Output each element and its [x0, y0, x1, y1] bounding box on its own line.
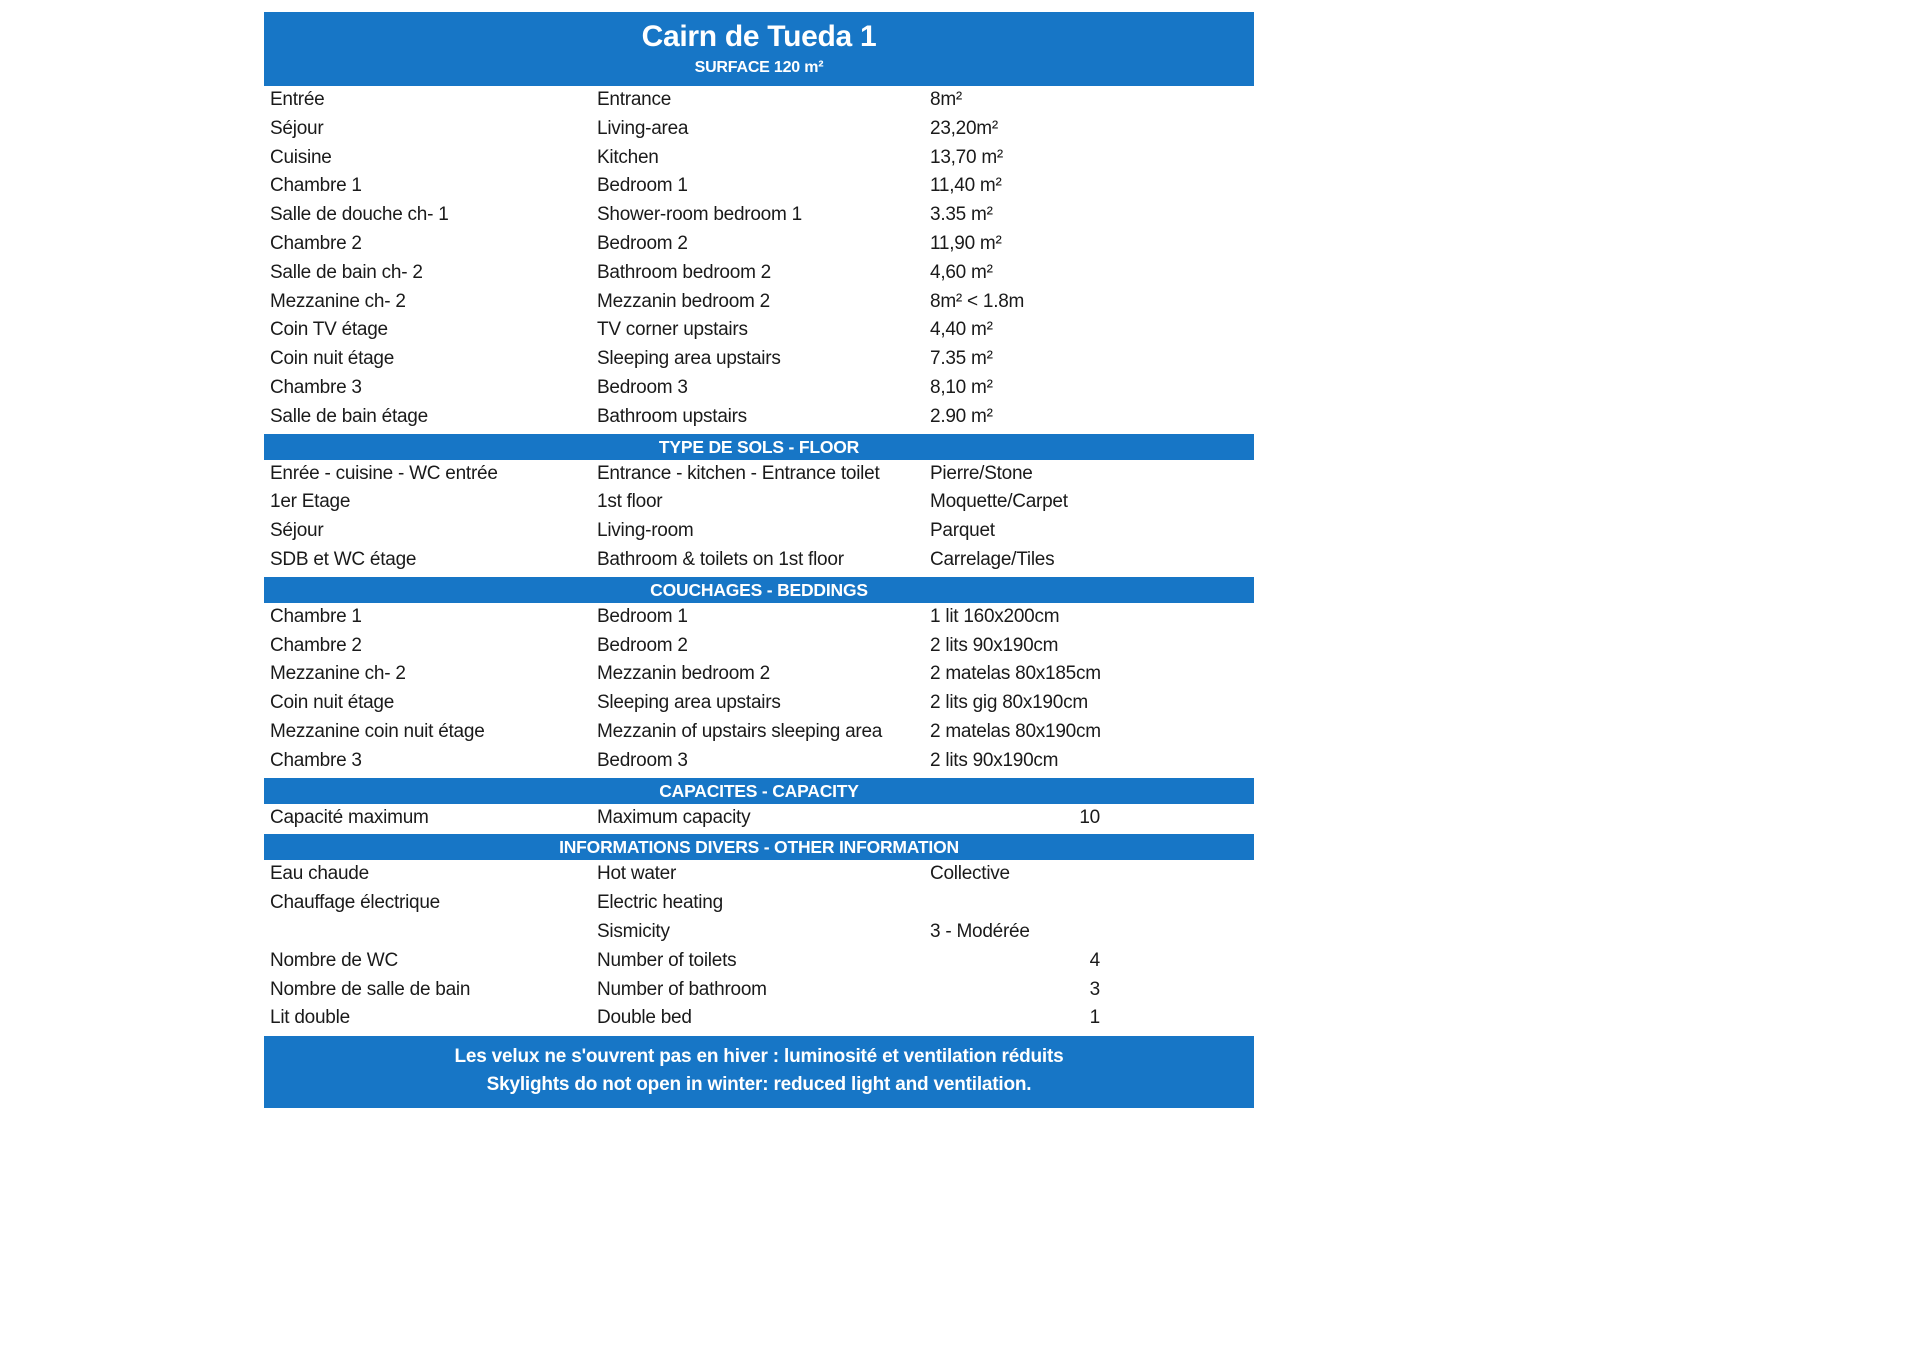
table-row [264, 603, 1254, 632]
cell-value: 2.90 m² [930, 405, 993, 427]
cell-french-label: Coin nuit étage [270, 348, 395, 370]
table-row [264, 918, 1254, 947]
cell-number: 1 [1089, 1007, 1100, 1029]
cell-french-label: Cuisine [270, 146, 332, 168]
section-header-other-information: INFORMATIONS DIVERS - OTHER INFORMATION [264, 834, 1254, 860]
cell-french-label: Chambre 2 [270, 634, 362, 656]
cell-french-label: Séjour [270, 520, 324, 542]
cell-value: 8m² < 1.8m [930, 290, 1025, 312]
cell-number: 4 [1089, 949, 1100, 971]
cell-english-label: Sleeping area upstairs [597, 348, 781, 370]
table-row [264, 288, 1254, 317]
cell-value: 2 matelas 80x190cm [930, 720, 1101, 742]
cell-english-label: Number of toilets [597, 949, 737, 971]
table-row [264, 172, 1254, 201]
footer-note-line-english: Skylights do not open in winter: reduced light and ventilation. [486, 1074, 1032, 1096]
section-header-beddings: COUCHAGES - BEDDINGS [264, 577, 1254, 603]
cell-english-label: Maximum capacity [597, 806, 751, 828]
section-header-floor: TYPE DE SOLS - FLOOR [264, 434, 1254, 460]
cell-value: 4,60 m² [930, 261, 993, 283]
cell-english-label: Number of bathroom [597, 978, 767, 1000]
cell-value: 2 lits 90x190cm [930, 634, 1059, 656]
table-row [264, 460, 1254, 489]
table-row [264, 689, 1254, 718]
cell-value: 2 matelas 80x185cm [930, 663, 1101, 685]
cell-value: 1 lit 160x200cm [930, 605, 1060, 627]
cell-number: 3 [1089, 978, 1100, 1000]
section-header-capacity: CAPACITES - CAPACITY [264, 778, 1254, 804]
table-row [264, 488, 1254, 517]
cell-french-label: Mezzanine coin nuit étage [270, 720, 485, 742]
property-info-sheet [264, 12, 1254, 1108]
cell-french-label: Nombre de WC [270, 949, 398, 971]
table-row [264, 259, 1254, 288]
cell-french-label: SDB et WC étage [270, 548, 417, 570]
table-row [264, 804, 1254, 833]
table-row [264, 976, 1254, 1005]
cell-french-label: Mezzanine ch- 2 [270, 290, 406, 312]
table-row [264, 86, 1254, 115]
cell-french-label: Chambre 1 [270, 175, 362, 197]
cell-value: 23,20m² [930, 117, 998, 139]
table-row [264, 947, 1254, 976]
cell-french-label: Chambre 1 [270, 605, 362, 627]
cell-french-label: Coin TV étage [270, 319, 388, 341]
cell-value: 2 lits gig 80x190cm [930, 692, 1088, 714]
cell-english-label: Double bed [597, 1007, 692, 1029]
cell-english-label: Bedroom 2 [597, 232, 688, 254]
cell-value: 7.35 m² [930, 348, 993, 370]
cell-value: 3 - Modérée [930, 920, 1030, 942]
cell-french-label: Chambre 3 [270, 749, 362, 771]
cell-english-label: Bedroom 1 [597, 605, 688, 627]
cell-english-label: Electric heating [597, 892, 723, 914]
cell-value: Carrelage/Tiles [930, 548, 1055, 570]
cell-english-label: Bathroom upstairs [597, 405, 747, 427]
sections-container [264, 86, 1254, 1033]
cell-value: Parquet [930, 520, 995, 542]
cell-french-label: Entrée [270, 89, 325, 110]
cell-english-label: Bathroom & toilets on 1st floor [597, 548, 844, 570]
page-title: Cairn de Tueda 1 [641, 20, 877, 53]
cell-french-label: Enrée - cuisine - WC entrée [270, 462, 498, 484]
table-row [264, 889, 1254, 918]
cell-number: 10 [1079, 806, 1100, 828]
cell-value: 4,40 m² [930, 319, 993, 341]
cell-value: 8,10 m² [930, 376, 993, 398]
cell-english-label: Shower-room bedroom 1 [597, 204, 802, 226]
cell-french-label: Mezzanine ch- 2 [270, 663, 406, 685]
table-row [264, 546, 1254, 575]
cell-english-label: 1st floor [597, 491, 663, 513]
table-row [264, 517, 1254, 546]
cell-french-label: Chambre 3 [270, 376, 362, 398]
cell-english-label: Living-room [597, 520, 694, 542]
table-row [264, 1004, 1254, 1033]
cell-value: 2 lits 90x190cm [930, 749, 1059, 771]
table-row [264, 718, 1254, 747]
cell-english-label: Sismicity [597, 920, 670, 942]
cell-english-label: Bedroom 3 [597, 749, 688, 771]
cell-french-label: 1er Etage [270, 491, 351, 513]
cell-french-label: Capacité maximum [270, 806, 429, 828]
table-row [264, 747, 1254, 776]
cell-french-label: Séjour [270, 117, 324, 139]
table-row [264, 230, 1254, 259]
cell-french-label: Nombre de salle de bain [270, 978, 471, 1000]
table-row [264, 374, 1254, 403]
cell-value: Moquette/Carpet [930, 491, 1068, 513]
cell-french-label: Chauffage électrique [270, 892, 440, 914]
table-row [264, 144, 1254, 173]
cell-value: 11,40 m² [930, 175, 1002, 197]
cell-french-label: Salle de bain étage [270, 405, 428, 427]
table-row [264, 860, 1254, 889]
cell-english-label: TV corner upstairs [597, 319, 748, 341]
cell-french-label: Chambre 2 [270, 232, 362, 254]
cell-english-label: Entrance - kitchen - Entrance toilet [597, 462, 880, 484]
cell-english-label: Bedroom 2 [597, 634, 688, 656]
cell-french-label: Lit double [270, 1007, 350, 1029]
table-row [264, 345, 1254, 374]
cell-english-label: Living-area [597, 117, 689, 139]
cell-english-label: Sleeping area upstairs [597, 692, 781, 714]
cell-value: 3.35 m² [930, 204, 993, 226]
cell-value: 11,90 m² [930, 232, 1002, 254]
cell-french-label: Eau chaude [270, 863, 369, 885]
cell-english-label: Kitchen [597, 146, 659, 168]
cell-english-label: Mezzanin bedroom 2 [597, 290, 770, 312]
table-row [264, 115, 1254, 144]
cell-value: 8m² [930, 89, 962, 110]
cell-value: 13,70 m² [930, 146, 1003, 168]
table-row [264, 201, 1254, 230]
cell-english-label: Hot water [597, 863, 677, 885]
cell-english-label: Bedroom 1 [597, 175, 688, 197]
footer-note-line-french: Les velux ne s'ouvrent pas en hiver : luminosité et ventilation réduits [454, 1046, 1064, 1068]
table-row [264, 316, 1254, 345]
cell-english-label: Mezzanin bedroom 2 [597, 663, 770, 685]
cell-value: Pierre/Stone [930, 462, 1033, 484]
surface-subtitle: SURFACE 120 m² [694, 59, 824, 76]
cell-value: Collective [930, 863, 1010, 885]
cell-english-label: Mezzanin of upstairs sleeping area [597, 720, 883, 742]
title-banner [264, 12, 1254, 86]
table-row [264, 660, 1254, 689]
footer-note [264, 1036, 1254, 1108]
table-row [264, 632, 1254, 661]
cell-english-label: Bathroom bedroom 2 [597, 261, 771, 283]
cell-french-label: Salle de douche ch- 1 [270, 204, 449, 226]
cell-english-label: Bedroom 3 [597, 376, 688, 398]
cell-french-label: Salle de bain ch- 2 [270, 261, 423, 283]
cell-english-label: Entrance [597, 89, 672, 110]
cell-french-label: Coin nuit étage [270, 692, 395, 714]
table-row [264, 403, 1254, 432]
